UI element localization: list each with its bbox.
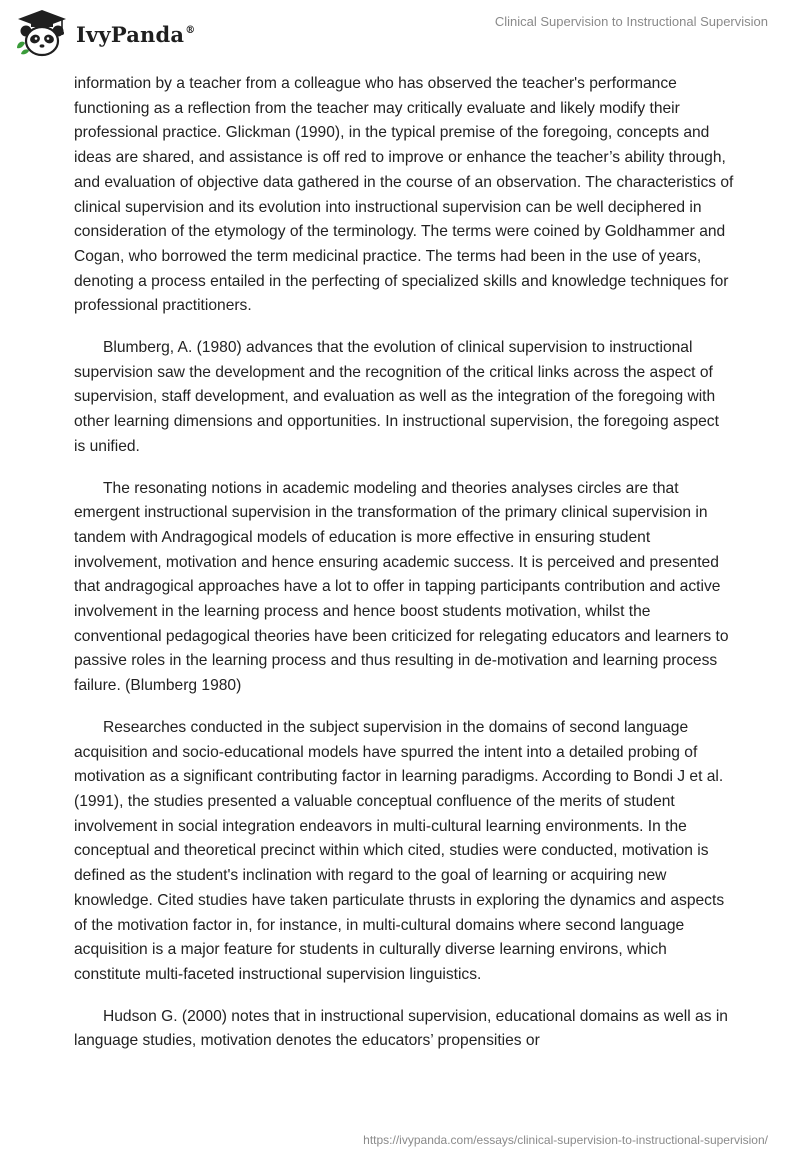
essay-body	[74, 72, 734, 1071]
panda-graduate-icon	[14, 8, 70, 60]
registered-mark: ®	[185, 24, 196, 36]
brand-name: IvyPanda®	[76, 21, 196, 47]
paragraph-1: information by a teacher from a colleague who has observed the teacher's performance functioning as a reflection from the teacher may critically evaluate and likely modify their professional practice. Glickman (1990), in the typical premise of the foregoing, concepts and ideas are shared, and assistance is off red to improve or enhance the teacher’s ability through, and evaluation of objective data gathered in the course of an observation. The characteristics of clinical supervision and its evolution into instructional supervision can be well deciphered in consideration of the etymology of the terminology. The terms were coined by Goldhammer and Cogan, who borrowed the term medicinal practice. The terms had been in the use of years, denoting a process entailed in the perfecting of specialized skills and knowledge techniques for professional practitioners.	[74, 75, 734, 315]
page-header	[0, 0, 800, 64]
paragraph-5: Hudson G. (2000) notes that in instructional supervision, educational domains as well as in language studies, motivation denotes the educators’ propensities or	[74, 1007, 728, 1050]
paragraph-2: Blumberg, A. (1980) advances that the evolution of clinical supervision to instructional supervision saw the development and the recognition of the critical links across the aspect of supervision, staff development, and evaluation as well as the integration of the foregoing with other learning dimensions and opportunities. In instructional supervision, the foregoing aspect is unified.	[74, 339, 719, 455]
document-title: Clinical Supervision to Instructional Supervision	[494, 14, 768, 29]
ivypanda-logo[interactable]	[14, 8, 195, 60]
source-url[interactable]: https://ivypanda.com/essays/clinical-supervision-to-instructional-supervision/	[363, 1133, 768, 1147]
paragraph-4: Researches conducted in the subject supervision in the domains of second language acquisition and socio-educational models have spurred the intent into a detailed probing of motivation as a significant contributing factor in learning paradigms. According to Bondi J et al. (1991), the studies presented a valuable conceptual confluence of the merits of student involvement in social integration endeavors in multi-cultural learning environments. In the conceptual and theoretical precinct within which cited, studies were conducted, motivation is defined as the student's inclination with regard to the goal of learning or acquiring new knowledge. Cited studies have taken particulate thrusts in exploring the dynamics and aspects of the motivation factor in, for instance, in multi-cultural domains where second language acquisition is a major feature for students in culturally diverse learning environs, which constitute multi-faceted instructional supervision linguistics.	[74, 718, 725, 983]
paragraph-3: The resonating notions in academic modeling and theories analyses circles are that emergent instructional supervision in the transformation of the primary clinical supervision in tandem with Andragogical models of education is more effective in ensuring student involvement, motivation and hence ensuring academic success. It is perceived and presented that andragogical approaches have a lot to offer in tapping participants contribution and active involvement in the learning process and hence boost students motivation, whilst the conventional pedagogical theories have been criticized for relegating educators and learners to passive roles in the learning process and thus resulting in de-motivation and learning process failure. (Blumberg 1980)	[74, 479, 729, 695]
